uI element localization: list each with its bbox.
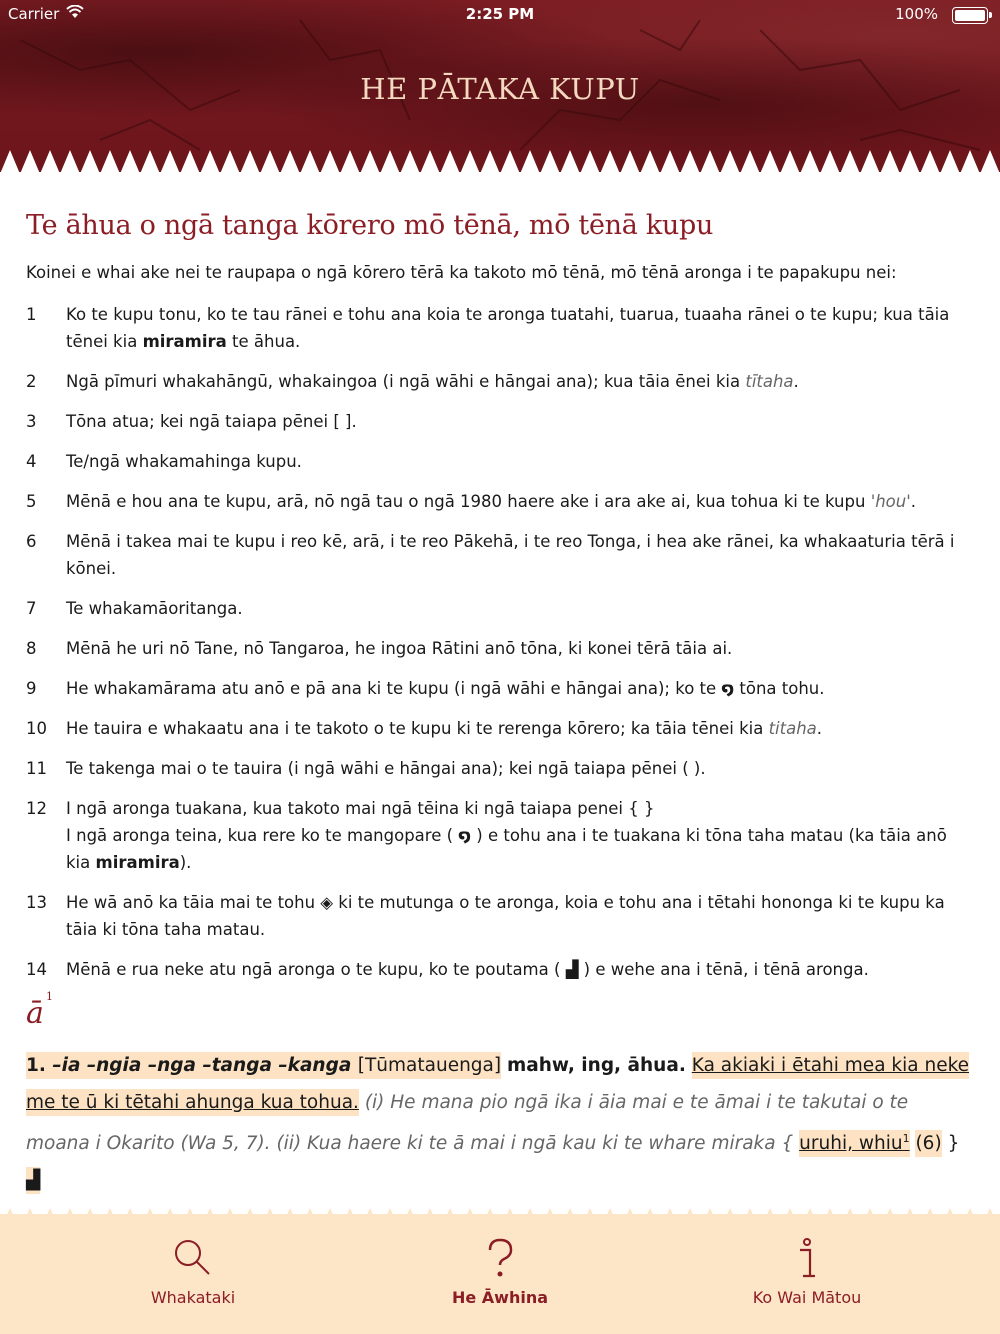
suffix: –kanga (278, 1055, 352, 1076)
item-text: ) e wehe ana i tēnā, i tēnā aronga. (578, 960, 869, 979)
info-icon (785, 1236, 829, 1280)
item-number: 8 (26, 639, 37, 658)
tab-label: He Āwhina (451, 1288, 549, 1307)
list-item (26, 795, 976, 876)
item-number: 11 (26, 759, 47, 778)
app-title: HE PĀTAKA KUPU (360, 72, 640, 106)
list-item (26, 448, 976, 475)
list-item (26, 635, 976, 662)
clock: 2:25 PM (465, 5, 535, 23)
item-text: . (793, 372, 799, 391)
item-text: Mēnā e hou ana te kupu, arā, nō ngā tau o ngā 1980 haere ake i ara ake ai, kua tohua ki te kupu (66, 492, 871, 511)
item-text: Te whakamāoritanga. (66, 599, 243, 618)
suffix: –tanga (202, 1055, 272, 1076)
carrier-label: Carrier (8, 5, 60, 23)
item-text: Mēnā he uri nō Tane, nō Tangaroa, he ingoa Rātini anō tōna, ki konei tērā tāia ai. (66, 639, 733, 658)
item-text: Ko te kupu tonu, ko te tau rānei e tohu ana koia te aronga tuatahi, tuarua, tuaaha rānei o te kupu; kua tāia tēnei kia (66, 305, 950, 351)
help-content[interactable] (26, 200, 976, 1199)
entry-format-list (26, 301, 976, 983)
item-number: 14 (26, 960, 47, 979)
battery-icon (952, 7, 988, 24)
suffix: –ngia (86, 1055, 142, 1076)
related-number: (6) (915, 1130, 941, 1157)
battery-percent: 100% (895, 5, 938, 23)
list-item (26, 408, 976, 435)
item-text: Tōna atua; kei ngā taiapa pēnei [ ]. (66, 412, 357, 431)
tab-label: Ko Wai Mātou (752, 1288, 862, 1307)
item-text: ki te mutunga o te aronga, koia e tohu ana i tētahi hononga ki te kupu ka tāia ki tōna taha matau. (66, 893, 945, 939)
item-text: He tauira e whakaatu ana i te takoto o te kupu ki te rerenga kōrero; ka tāia tēnei kia (66, 719, 769, 738)
list-item (26, 488, 976, 515)
list-item (26, 301, 976, 355)
item-text: Mēnā e rua neke atu ngā aronga o te kupu, ko te poutama ( (66, 960, 566, 979)
item-text: Mēnā i takea mai te kupu i reo kē, arā, i te reo Pākehā, i te reo Tonga, i hea ake rānei, ka whakaaturia tērā i kōnei. (66, 532, 955, 578)
item-text: Ngā pīmuri whakahāngū, whakaingoa (i ngā wāhi e hāngai ana); kua tāia ēnei kia (66, 372, 746, 391)
item-italic: 'hou' (870, 492, 911, 511)
part-of-speech: mahw, ing, āhua. (507, 1055, 686, 1076)
list-item (26, 675, 976, 702)
example-text: (i) He mana pio ngā ika i āia mai e te āmai i te takutai o te moana i Okarito (Wa 5, 7). (ii) Kua haere ki te ā mai i ngā kau ki te whare miraka (26, 1091, 909, 1155)
link-diamond-icon: ◈ (320, 893, 334, 912)
poutama-icon: ▟ (565, 960, 579, 979)
item-italic: tītaha (745, 372, 794, 391)
header-banner (0, 0, 1000, 172)
zigzag-divider (0, 1208, 1000, 1230)
item-text: He whakamārama atu anō e pā ana ki te kupu (i ngā wāhi e hāngai ana); ko te (66, 679, 722, 698)
sense-number: 1. (26, 1052, 46, 1079)
item-bold: miramira (142, 332, 227, 351)
related-words[interactable]: uruhi, whiu (799, 1133, 903, 1155)
item-text: ). (179, 853, 192, 872)
headword-superscript: 1 (46, 990, 53, 1003)
list-item (26, 956, 976, 983)
item-text: I ngā aronga teina, kua rere ko te mangopare ( (66, 826, 459, 845)
zigzag-divider (0, 150, 1000, 174)
item-text: I ngā aronga tuakana, kua takoto mai ngā tēina ki ngā taiapa penei { } (66, 799, 655, 818)
list-item (26, 528, 976, 582)
page-title: Te āhua o ngā tanga kōrero mō tēnā, mō tēnā kupu (26, 210, 714, 241)
poutama-icon: ▟ (26, 1167, 40, 1194)
search-icon (171, 1236, 215, 1280)
list-item (26, 368, 976, 395)
item-number: 7 (26, 599, 37, 618)
item-text: ) e tohu ana i te tuakana ki tōna taha matau (ka tāia anō kia (66, 826, 947, 872)
tab-he-awhina[interactable] (400, 1228, 600, 1307)
related-superscript: 1 (902, 1132, 910, 1145)
mangopare-icon: ໑ (721, 679, 735, 698)
list-item (26, 889, 976, 943)
related-link[interactable] (799, 1130, 909, 1157)
item-text: Te takenga mai o te tauira (i ngā wāhi e hāngai ana); kei ngā taiapa pēnei ( ). (66, 759, 706, 778)
item-text: He wā anō ka tāia mai te tohu (66, 893, 321, 912)
list-item (26, 715, 976, 742)
list-item (26, 595, 976, 622)
item-number: 13 (26, 893, 47, 912)
brace: } (947, 1133, 960, 1155)
item-number: 12 (26, 799, 47, 818)
mangopare-icon: ໑ (458, 826, 472, 845)
list-item (26, 755, 976, 782)
item-number: 5 (26, 492, 37, 511)
item-text: Te/ngā whakamahinga kupu. (66, 452, 302, 471)
suffix: –ia (52, 1055, 81, 1076)
item-bold: miramira (95, 853, 180, 872)
item-number: 9 (26, 679, 37, 698)
tab-whakataki[interactable] (93, 1228, 293, 1307)
item-text: tōna tohu. (734, 679, 825, 698)
atua-tag: [Tūmatauenga] (358, 1052, 501, 1079)
item-text: te āhua. (226, 332, 301, 351)
sample-entry (26, 1048, 976, 1199)
suffix: –nga (147, 1055, 196, 1076)
item-number: 10 (26, 719, 47, 738)
help-icon (478, 1236, 522, 1280)
intro-text: Koinei e whai ake nei te raupapa o ngā kōrero tērā ka takoto mō tēnā, mō tēnā aronga i te papakupu nei: (26, 263, 897, 282)
definition: Ka akiaki i ētahi mea kia neke me te ū ki tētahi ahunga kua tohua. (26, 1052, 969, 1116)
item-number: 4 (26, 452, 37, 471)
tab-ko-wai-matou[interactable] (707, 1228, 907, 1307)
status-bar (0, 0, 1000, 28)
item-text: . (910, 492, 917, 511)
item-number: 2 (26, 372, 37, 391)
item-number: 3 (26, 412, 37, 431)
item-italic: titaha (768, 719, 817, 738)
item-number: 6 (26, 532, 37, 551)
brace: { (781, 1133, 794, 1155)
item-number: 1 (26, 305, 37, 324)
item-text: . (816, 719, 823, 738)
entry-headword (26, 990, 976, 1040)
headword: ā (26, 996, 44, 1031)
tab-label: Whakataki (150, 1288, 236, 1307)
